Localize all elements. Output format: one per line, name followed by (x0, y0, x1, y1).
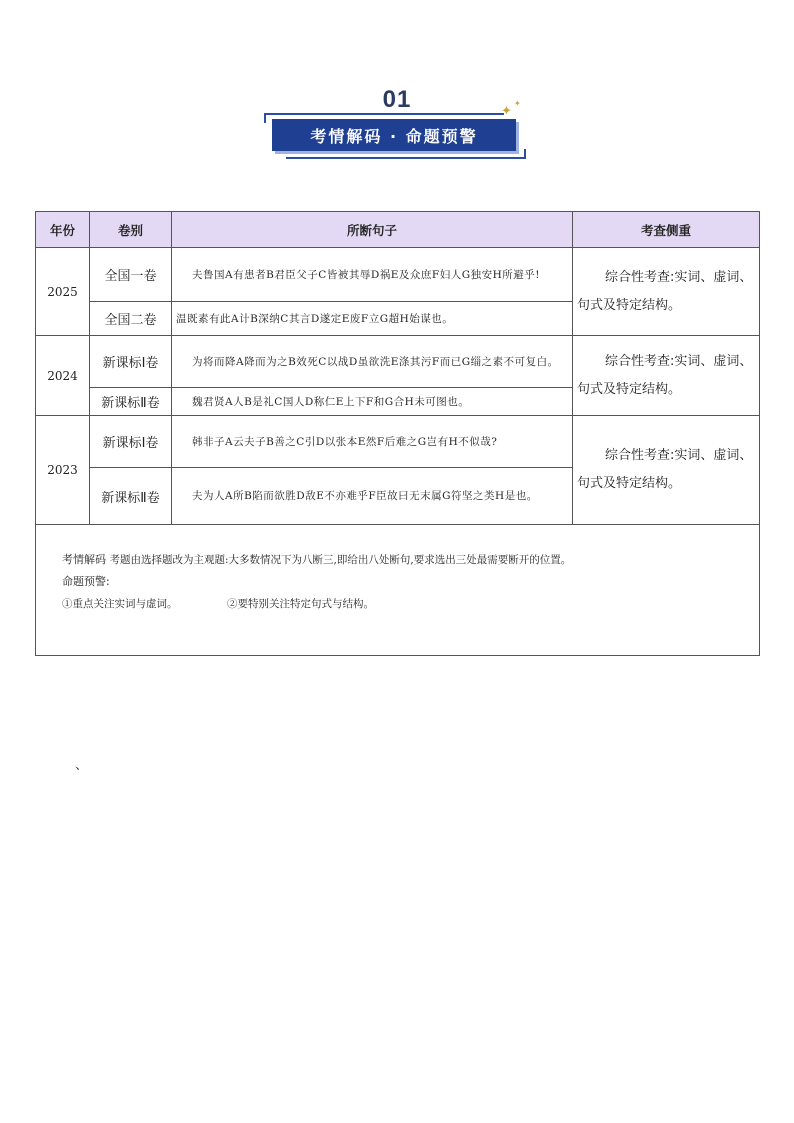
year-cell: 2025 (36, 248, 90, 336)
focus-text: 综合性考查:实词、虚词、句式及特定结构。 (577, 448, 753, 491)
volume-cell: 新课标Ⅱ卷 (90, 468, 172, 525)
note-cell (36, 525, 760, 656)
sentence-cell: 韩非子A云夫子B善之C引D以张本E然F后难之G岂有H不似哉? (172, 416, 573, 468)
header-sentence: 所断句子 (172, 212, 573, 248)
volume-cell: 全国一卷 (90, 248, 172, 302)
table-header-row (36, 212, 760, 248)
sparkle-icon: ✦ (501, 104, 512, 119)
focus-cell (573, 416, 760, 525)
table-row (36, 416, 760, 468)
stray-mark: 、 (75, 758, 89, 773)
table-row (36, 248, 760, 302)
header-year: 年份 (36, 212, 90, 248)
analysis-text: 考题由选择题改为主观题:大多数情况下为八断三,即给出八处断句,要求选出三处最需要断开的位置。 (109, 554, 572, 566)
volume-cell: 新课标Ⅱ卷 (90, 388, 172, 416)
header-volume: 卷别 (90, 212, 172, 248)
volume-cell: 新课标Ⅰ卷 (90, 336, 172, 388)
analysis-line (62, 549, 733, 571)
section-number: 01 (382, 86, 412, 113)
warning-label: 命题预警: (62, 575, 110, 588)
warning-points (62, 593, 733, 615)
warning-point-1: ①重点关注实词与虚词。 (62, 598, 178, 610)
table-row (36, 336, 760, 388)
warning-point-2: ②要特别关注特定句式与结构。 (227, 598, 374, 610)
year-cell: 2023 (36, 416, 90, 525)
header-focus: 考查侧重 (573, 212, 760, 248)
sentence-cell: 为将而降A降而为之B效死C以战D虽欲洗E涤其污F而已G缁之素不可复白。 (172, 336, 573, 388)
banner-title: 考情解码 · 命题预警 (272, 119, 516, 151)
focus-cell (573, 248, 760, 336)
volume-cell: 全国二卷 (90, 302, 172, 336)
sentence-cell: 夫为人A所B陷而欲胜D敌E不亦难乎F臣故曰无末属G符坚之类H是也。 (172, 468, 573, 525)
sentence-cell: 魏君贤A人B是礼C国人D称仁E上下F和G合H未可图也。 (172, 388, 573, 416)
analysis-label: 考情解码 (62, 553, 106, 566)
year-cell: 2024 (36, 336, 90, 416)
sparkle-small-icon: ✦ (514, 99, 521, 108)
sentence-cell: 夫鲁国A有患者B君臣父子C皆被其辱D祸E及众庶F妇人G独安H所避乎! (172, 248, 573, 302)
focus-cell (573, 336, 760, 416)
section-banner (264, 113, 526, 159)
focus-text: 综合性考查:实词、虚词、句式及特定结构。 (577, 353, 753, 397)
focus-text: 综合性考查:实词、虚词、句式及特定结构。 (577, 269, 753, 313)
sentence-cell: 温既素有此A计B深纳C其言D遂定E废F立G超H始谋也。 (172, 302, 573, 336)
exam-analysis-table (35, 211, 760, 656)
note-row (36, 525, 760, 656)
volume-cell: 新课标Ⅰ卷 (90, 416, 172, 468)
